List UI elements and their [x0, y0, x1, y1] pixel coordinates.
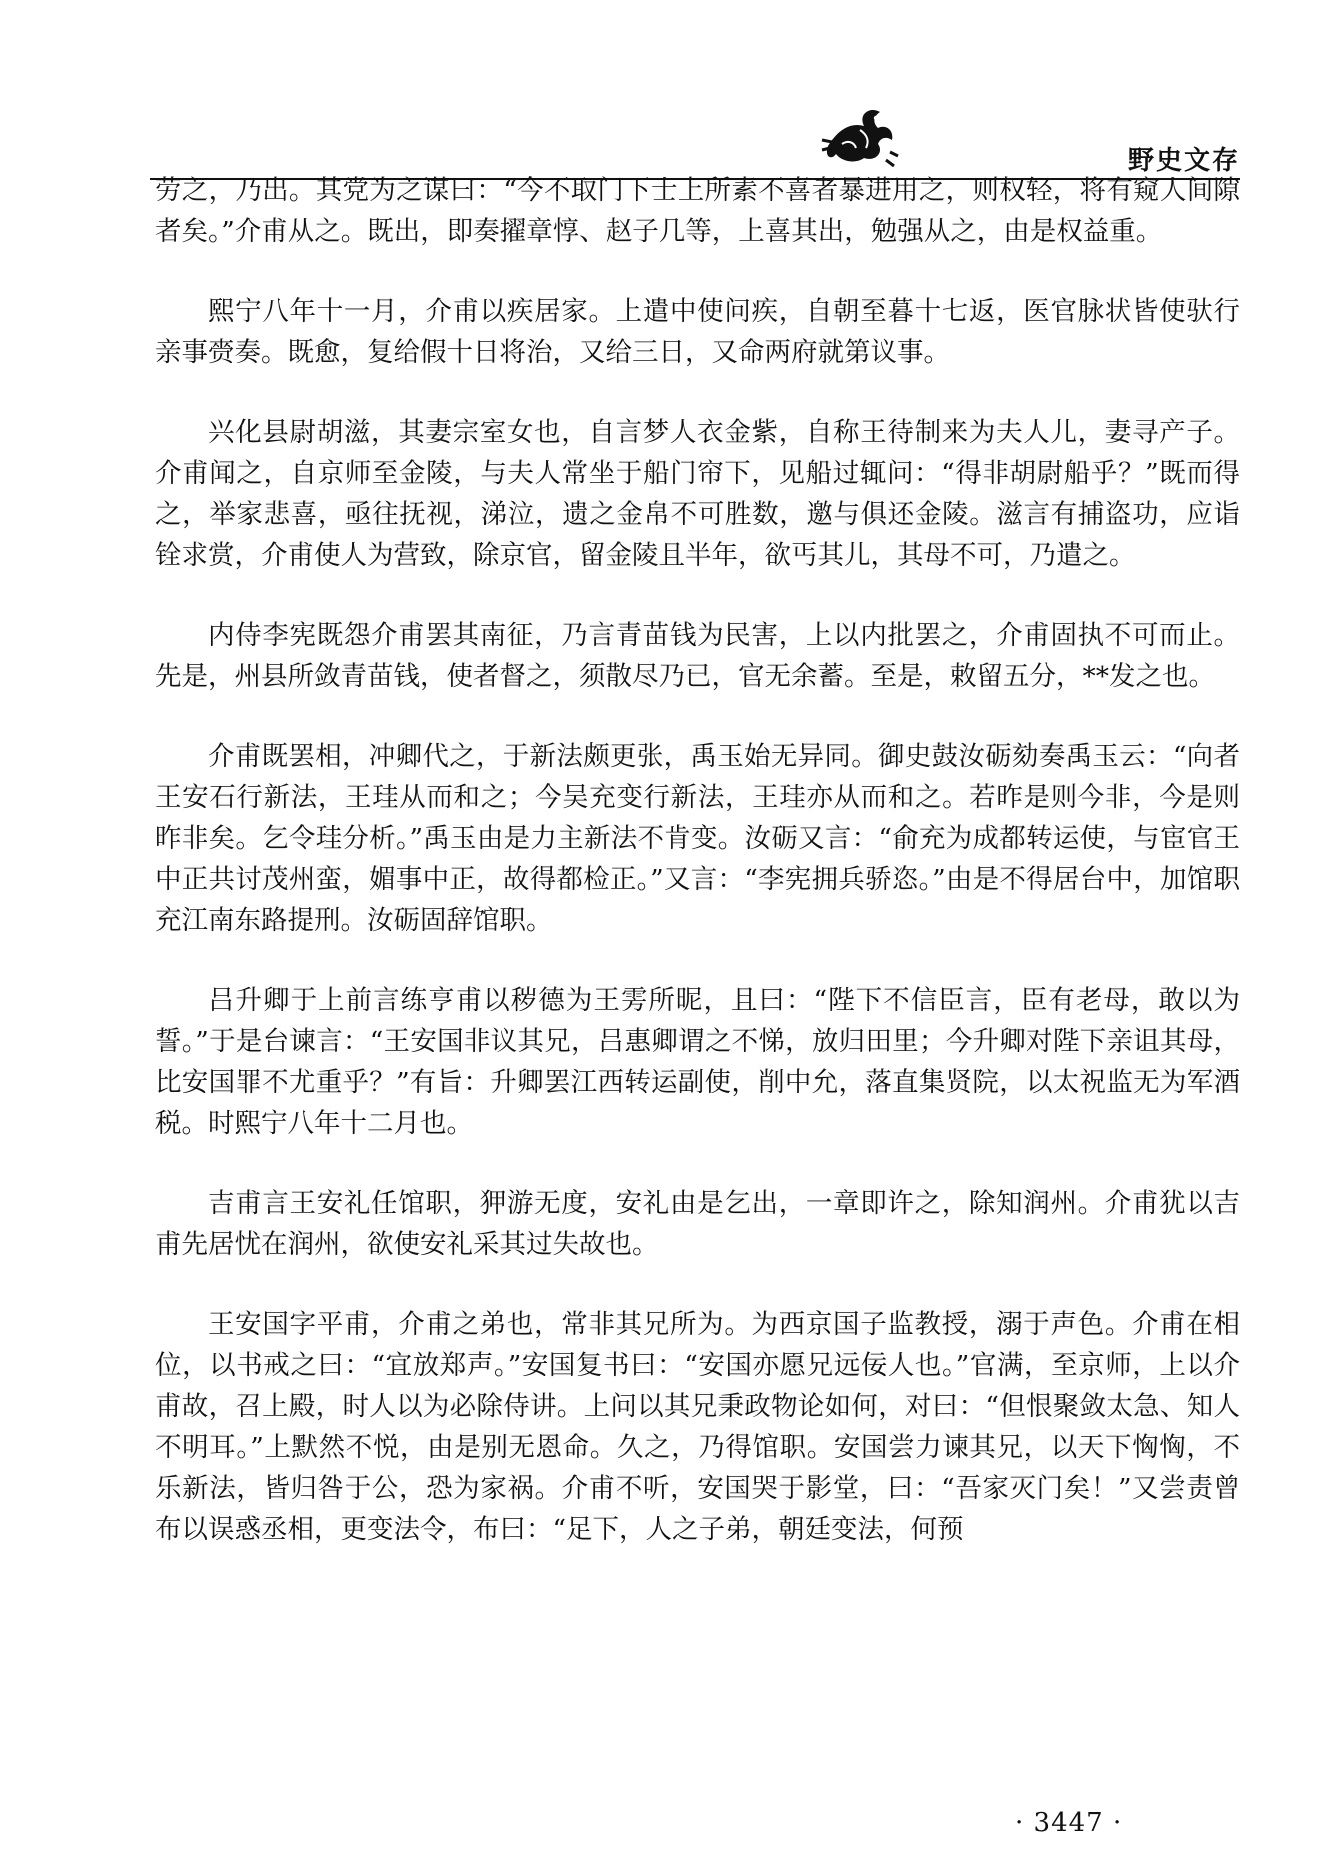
body-text: [155, 170, 1240, 1589]
series-title: 野史文存: [1127, 146, 1240, 176]
page-number: · 3447 ·: [1015, 1808, 1123, 1838]
paragraph: 王安国字平甫，介甫之弟也，常非其兄所为。为西京国子监教授，溺于声色。介甫在相位，以书戒之曰：“宜放郑声。”安国复书曰：“安国亦愿兄远佞人也。”官满，至京师，上以介甫故，召上殿，时人以为必除侍讲。上问以其兄秉政物论如何，对曰：“但恨聚敛太急、知人不明耳。”上默然不悦，由是别无恩命。久之，乃得馆职。安国尝力谏其兄，以天下恟恟，不乐新法，皆归咎于公，恐为家祸。介甫不听，安国哭于影堂，曰：“吾家灭门矣！”又尝责曾布以误惑丞相，更变法令，布曰：“足下，人之子弟，朝廷变法，何预: [155, 1309, 1240, 1545]
paragraph: 介甫既罢相，冲卿代之，于新法颇更张，禹玉始无异同。御史鼓汝砺劾奏禹玉云：“向者王安石行新法，王珪从而和之；今吴充变行新法，王珪亦从而和之。若昨是则今非，今是则昨非矣。乞令珪分析。”禹玉由是力主新法不肯变。汝砺又言：“俞充为成都转运使，与宦官王中正共讨茂州蛮，媚事中正，故得都检正。”又言：“李宪拥兵骄恣。”由是不得居台中，加馆职充江南东路提刑。汝砺固辞馆职。: [155, 741, 1240, 936]
dragon-logo-icon: [820, 100, 900, 170]
paragraph: 兴化县尉胡滋，其妻宗室女也，自言梦人衣金紫，自称王待制来为夫人儿，妻寻产子。介甫闻之，自京师至金陵，与夫人常坐于船门帘下，见船过辄问：“得非胡尉船乎？”既而得之，举家悲喜，亟往抚视，涕泣，遗之金帛不可胜数，邀与俱还金陵。滋言有捕盗功，应诣铨求赏，介甫使人为营致，除京官，留金陵且半年，欲丐其儿，其母不可，乃遣之。: [155, 417, 1240, 571]
paragraph: 内侍李宪既怨介甫罢其南征，乃言青苗钱为民害，上以内批罢之，介甫固执不可而止。先是，州县所敛青苗钱，使者督之，须散尽乃已，官无余蓄。至是，敕留五分，**发之也。: [155, 620, 1240, 692]
paragraph: 吉甫言王安礼任馆职，狎游无度，安礼由是乞出，一章即许之，除知润州。介甫犹以吉甫先居忧在润州，欲使安礼采其过失故也。: [155, 1188, 1240, 1260]
paragraph: 吕升卿于上前言练亨甫以秽德为王雱所昵，且曰：“陛下不信臣言，臣有老母，敢以为誓。”于是台谏言：“王安国非议其兄，吕惠卿谓之不悌，放归田里；今升卿对陛下亲诅其母，比安国罪不尤重乎？”有旨：升卿罢江西转运副使，削中允，落直集贤院，以太祝监无为军酒税。时熙宁八年十二月也。: [155, 985, 1240, 1139]
running-header: [820, 100, 1240, 180]
paragraph: 熙宁八年十一月，介甫以疾居家。上遣中使问疾，自朝至暮十七返，医官脉状皆使驮行亲事赍奏。既愈，复给假十日将治，又给三日，又命两府就第议事。: [155, 296, 1240, 368]
paragraph: 劳之，乃出。其党为之谋曰：“今不取门下士上所素不喜者暴进用之，则权轻，将有窥人间隙者矣。”介甫从之。既出，即奏擢章惇、赵子几等，上喜其出，勉强从之，由是权益重。: [155, 175, 1240, 247]
